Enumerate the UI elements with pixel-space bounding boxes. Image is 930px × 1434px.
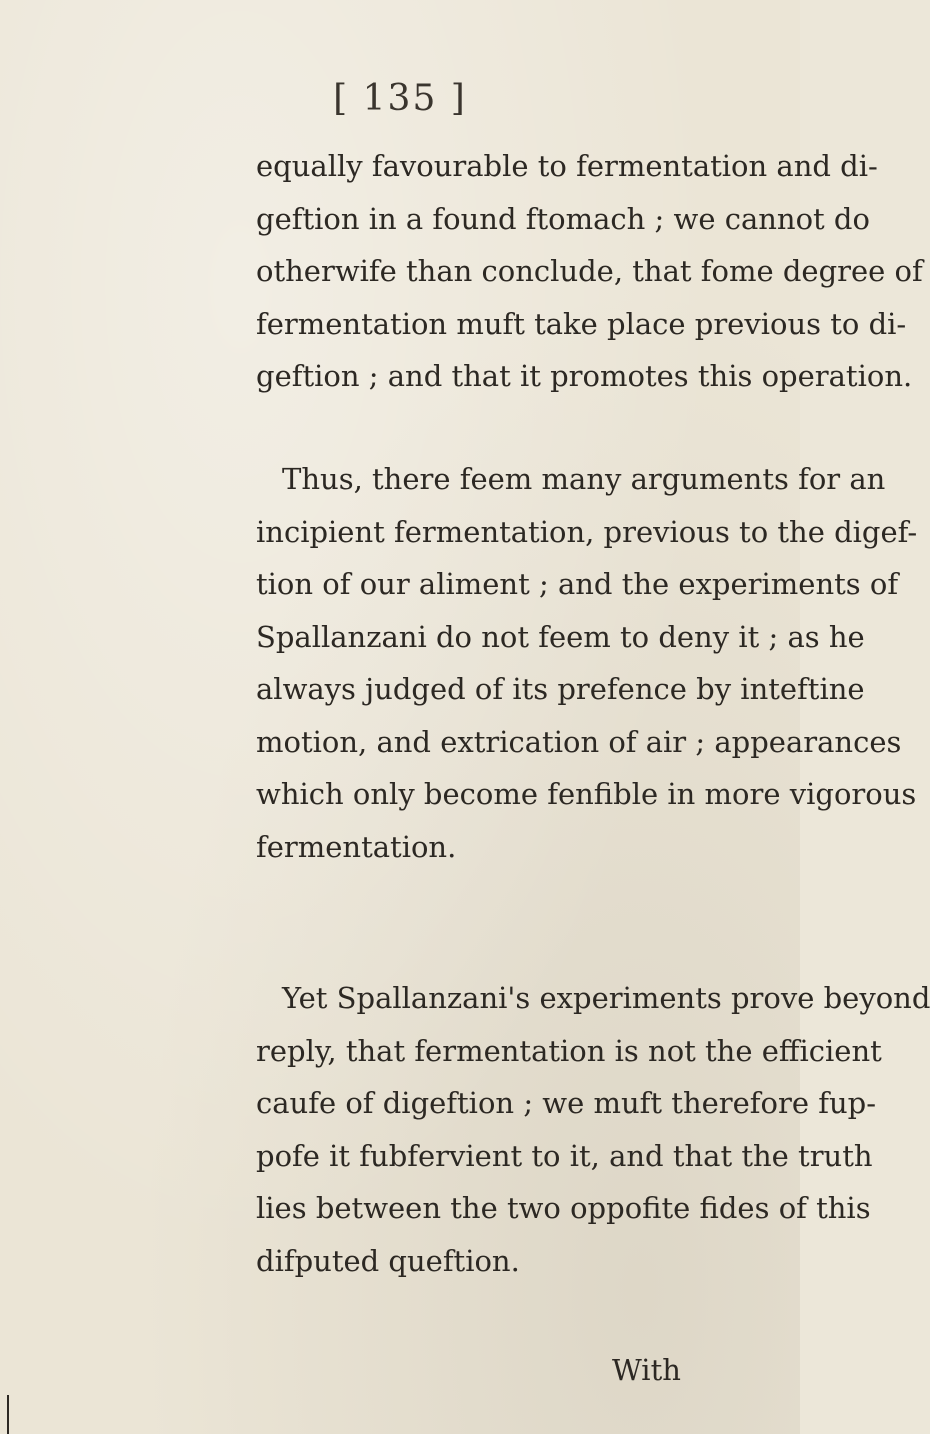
paragraph-2 xyxy=(256,453,918,873)
text-line: geftion in a found ftomach ; we cannot do xyxy=(256,201,870,236)
text-line: tion of our aliment ; and the experiments of xyxy=(256,567,899,601)
text-line: otherwife than conclude, that fome degree of xyxy=(256,254,923,288)
text-line: lies between the two oppofite fides of this xyxy=(256,1191,871,1225)
text-line: difputed queftion. xyxy=(256,1243,520,1278)
text-line: which only become fenfible in more vigorous xyxy=(256,777,917,811)
text-line: fermentation. xyxy=(256,829,457,864)
page-number: [ 135 ] xyxy=(333,78,467,119)
text-line: Yet Spallanzani's experiments prove beyond xyxy=(282,981,930,1015)
page-edge-mark xyxy=(7,1395,9,1434)
text-line: pofe it fubfervient to it, and that the truth xyxy=(256,1138,873,1173)
text-line: reply, that fermentation is not the efficient xyxy=(256,1033,882,1068)
text-line: equally favourable to fermentation and di- xyxy=(256,149,878,183)
text-line: Thus, there feem many arguments for an xyxy=(282,462,886,496)
text-line: always judged of its prefence by inteftine xyxy=(256,672,865,706)
text-line: incipient fermentation, previous to the digef- xyxy=(256,514,918,549)
text-line: caufe of digeftion ; we muft therefore fup- xyxy=(256,1086,877,1120)
text-line: fermentation muft take place previous to di- xyxy=(256,306,907,341)
text-line: geftion ; and that it promotes this operation. xyxy=(256,359,913,393)
text-line: motion, and extrication of air ; appearances xyxy=(256,724,902,759)
text-line: Spallanzani do not feem to deny it ; as he xyxy=(256,619,865,654)
paragraph-3 xyxy=(256,972,930,1287)
catchword: With xyxy=(612,1353,681,1387)
paragraph-1 xyxy=(256,140,923,403)
